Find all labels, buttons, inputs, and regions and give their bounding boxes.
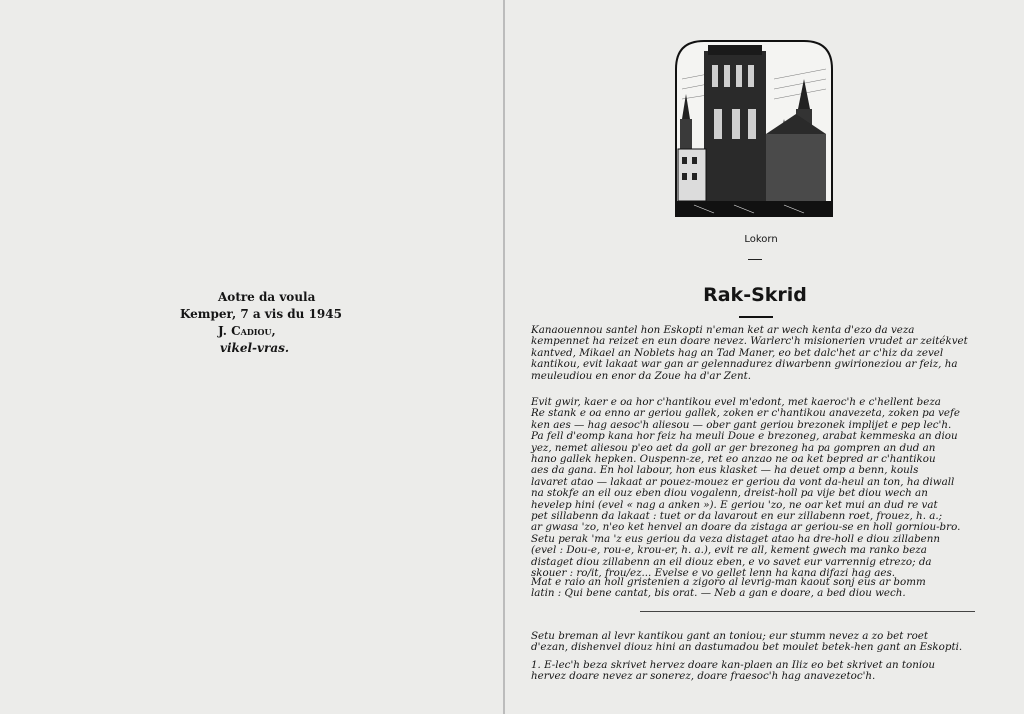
imprimatur-signature: J. Cadiou, — [218, 324, 276, 338]
footnote-line: Setu breman al levr kantikou gant an toniou; eur stumm nevez a zo bet roet — [531, 630, 929, 642]
body-paragraph — [531, 397, 981, 580]
footnote-paragraph — [531, 631, 981, 654]
body-line: yez, nemet aliesou p'eo aet da goll ar ger brezoneg ha pa gompren an dud an — [531, 441, 936, 454]
title-rule — [739, 316, 773, 318]
body-line: lavaret atao — lakaat ar pouez-mouez er geriou da vont da-heul an ton, ha diwall — [531, 475, 955, 488]
intro-line: Kanaouennou santel hon Eskopti n'eman ket ar wech kenta d'ezo da veza — [531, 324, 915, 336]
illustration-caption: Lokorn — [744, 234, 778, 245]
body-line: ken aes — hag aesoc'h aliesou — ober gant geriou brezonek implijet e pep lec'h. — [531, 418, 952, 431]
page-title: Rak-Skrid — [703, 284, 807, 306]
intro-paragraph — [531, 325, 981, 382]
latin-line: latin : Qui bene cantat, bis orat. — Neb a gan e doare, a bed diou wech. — [531, 587, 906, 600]
body-line: Re stank e oa enno ar geriou gallek, zoken er c'hantikou anavezeta, zoken pa vefe — [531, 407, 960, 420]
body-line: skouer : ro/it, frou/ez... Evelse e vo gellet lenn ha kana difazi hag aes. — [531, 567, 896, 580]
left-page — [0, 0, 504, 714]
body-line: hano gallek hepken. Ouspenn-ze, ret eo anzao ne oa ket bepred ar c'hantikou — [531, 453, 936, 466]
church-illustration — [674, 39, 834, 218]
body-line: pet sillabenn da lakaat : tuet or da lavarout en eur zillabenn roet, frouez, h. a.; — [531, 510, 943, 523]
body-line: ar gwasa 'zo, n'eo ket henvel an doare da zistaga ar geriou-se en holl gorniou-bro. — [531, 521, 961, 534]
body-line: Pa fell d'eomp kana hor feiz ha meuli Doue e brezoneg, arabat kemmeska an diou — [531, 430, 958, 443]
imprimatur-line-1: Aotre da voula — [218, 290, 316, 304]
intro-line: kantved, Mikael an Noblets hag an Tad Maner, eo bet dalc'het ar c'hiz da zevel — [531, 346, 944, 359]
numbered-paragraph — [531, 660, 981, 683]
intro-line: kempennet ha reizet en eun doare nevez. Warlerc'h misionerien vrudet ar zeitékvet — [531, 335, 968, 348]
body-line: Evit gwir, kaer e oa hor c'hantikou evel m'edont, met kaeroc'h e c'hellent beza — [531, 396, 941, 408]
body-line: Setu perak 'ma 'z eus geriou da veza distaget atao ha dre-holl e diou zillabenn — [531, 532, 941, 545]
separator-rule — [640, 611, 975, 612]
intro-line: meuleudiou en enor da Zoue ha d'ar Zent. — [531, 369, 752, 382]
imprimatur-block — [180, 289, 342, 357]
body-line: hevelep hini (evel « nag a anken »). E geriou 'zo, ne oar ket mui an dud re vat — [531, 498, 938, 511]
body-line: distaget diou zillabenn an eil diouz eben, e vo savet eur varrennig etrezo; da — [531, 555, 932, 568]
body-line: (evel : Dou-e, rou-e, krou-er, h. a.), evit re all, kement gwech ma ranko beza — [531, 544, 927, 557]
numbered-line: 1. E-lec'h beza skrivet hervez doare kan-plaen an Iliz eo bet skrivet an toniou — [531, 659, 935, 671]
imprimatur-line-2: Kemper, 7 a vis du 1945 — [180, 307, 342, 321]
numbered-line: hervez doare nevez ar sonerez, doare fraesoc'h hag anavezetoc'h. — [531, 670, 876, 683]
latin-paragraph — [531, 577, 981, 600]
imprimatur-title: vikel-vras. — [220, 341, 290, 355]
caption-rule — [748, 259, 762, 260]
body-line: na stokfe an eil ouz eben diou vogalenn, dreist-holl pa vije bet diou wech an — [531, 487, 928, 500]
intro-line: kantikou, evit lakaat war gan ar gelennadurez diwarbenn gwirioneziou ar feiz, ha — [531, 358, 958, 371]
body-line: aes da gana. En hol labour, hon eus klasket — ha deuet omp a benn, kouls — [531, 464, 919, 477]
footnote-line: d'ezan, dishenvel diouz hini an dastumadou bet moulet betek-hen gant an Eskopti. — [531, 641, 963, 654]
latin-line: Mat e raio an holl gristenien a zigoro al levrig-man kaout sonj eus ar bomm — [531, 576, 926, 588]
